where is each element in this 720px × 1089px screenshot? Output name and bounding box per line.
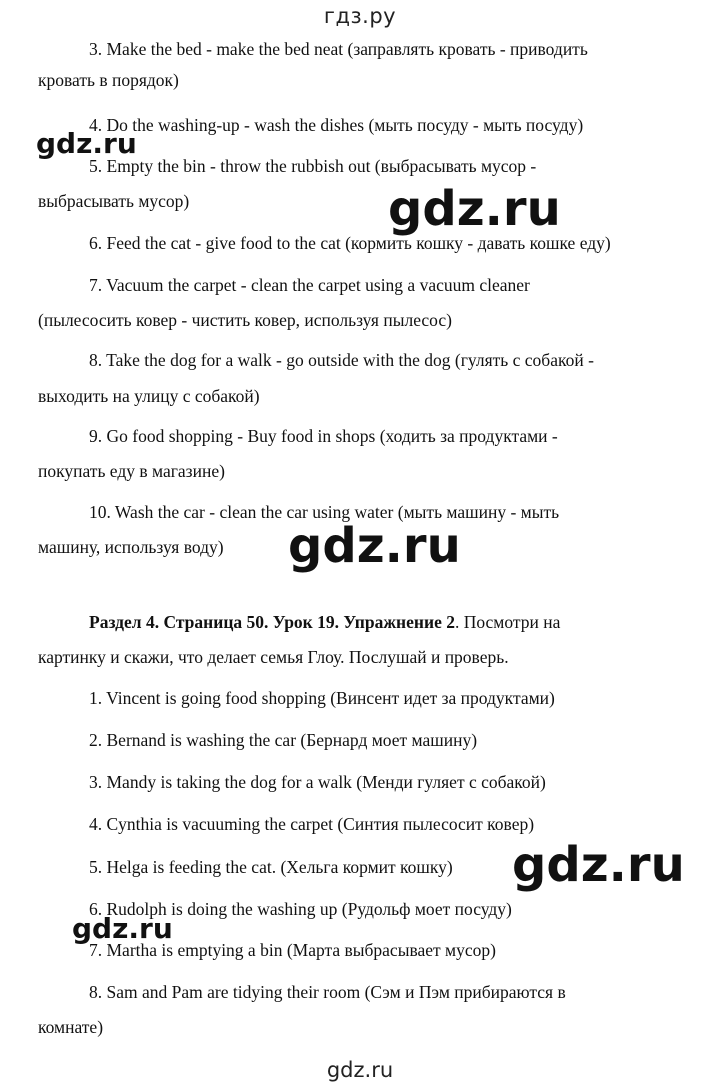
list1-item-3-line2: кровать в порядок)	[38, 70, 179, 90]
section-heading	[89, 611, 560, 633]
list1-item-6-line1: 6. Feed the cat - give food to the cat (кормить кошку - давать кошке еду)	[89, 233, 611, 253]
list1-item-3-line1: 3. Make the bed - make the bed neat (заправлять кровать - приводить	[89, 39, 588, 59]
site-header: гдз.ру	[323, 4, 397, 28]
list1-item-5-line1: 5. Empty the bin - throw the rubbish out (выбрасывать мусор -	[89, 156, 537, 176]
watermark-large-3: gdz.ru	[512, 837, 685, 893]
watermark-large-1: gdz.ru	[388, 181, 561, 237]
section-heading-line2: картинку и скажи, что делает семья Глоу. Послушай и проверь.	[38, 647, 509, 667]
watermark-large-2: gdz.ru	[288, 518, 461, 574]
list1-item-8-line2: выходить на улицу с собакой)	[38, 386, 260, 406]
list1-item-9-line2: покупать еду в магазине)	[38, 461, 225, 481]
list1-item-8-line1: 8. Take the dog for a walk - go outside with the dog (гулять с собакой -	[89, 350, 594, 370]
list2-item-5: 5. Helga is feeding the cat. (Хельга кормит кошку)	[89, 857, 453, 877]
list2-item-4: 4. Cynthia is vacuuming the carpet (Синтия пылесосит ковер)	[89, 814, 535, 834]
list2-item-8-line1: 8. Sam and Pam are tidying their room (Сэм и Пэм прибираются в	[89, 982, 566, 1002]
list1-item-4-line1: 4. Do the washing-up - wash the dishes (мыть посуду - мыть посуду)	[89, 115, 584, 135]
list1-item-10-line2: машину, используя воду)	[38, 537, 224, 557]
list2-item-7: 7. Martha is emptying a bin (Марта выбрасывает мусор)	[89, 940, 496, 960]
list1-item-10-line1: 10. Wash the car - clean the car using water (мыть машину - мыть	[89, 502, 560, 522]
site-footer: gdz.ru	[326, 1058, 394, 1082]
section-heading-bold: Раздел 4. Страница 50. Урок 19. Упражнение 2	[89, 612, 455, 632]
list1-item-7-line1: 7. Vacuum the carpet - clean the carpet using a vacuum cleaner	[89, 275, 530, 295]
list1-item-9-line1: 9. Go food shopping - Buy food in shops (ходить за продуктами -	[89, 426, 558, 446]
list2-item-1: 1. Vincent is going food shopping (Винсент идет за продуктами)	[89, 688, 555, 708]
list1-item-5-line2: выбрасывать мусор)	[38, 191, 190, 211]
list1-item-7-line2: (пылесосить ковер - чистить ковер, используя пылесос)	[38, 310, 452, 330]
list2-item-6: 6. Rudolph is doing the washing up (Рудольф моет посуду)	[89, 899, 512, 919]
watermark-small-bottom: gdz.ru	[72, 912, 173, 945]
section-heading-rest: . Посмотри на	[454, 612, 561, 632]
watermark-small-top: gdz.ru	[36, 127, 137, 160]
list2-item-3: 3. Mandy is taking the dog for a walk (Менди гуляет с собакой)	[89, 772, 546, 792]
list2-item-2: 2. Bernand is washing the car (Бернард моет машину)	[89, 730, 478, 750]
list2-item-8-line2: комнате)	[38, 1017, 104, 1037]
